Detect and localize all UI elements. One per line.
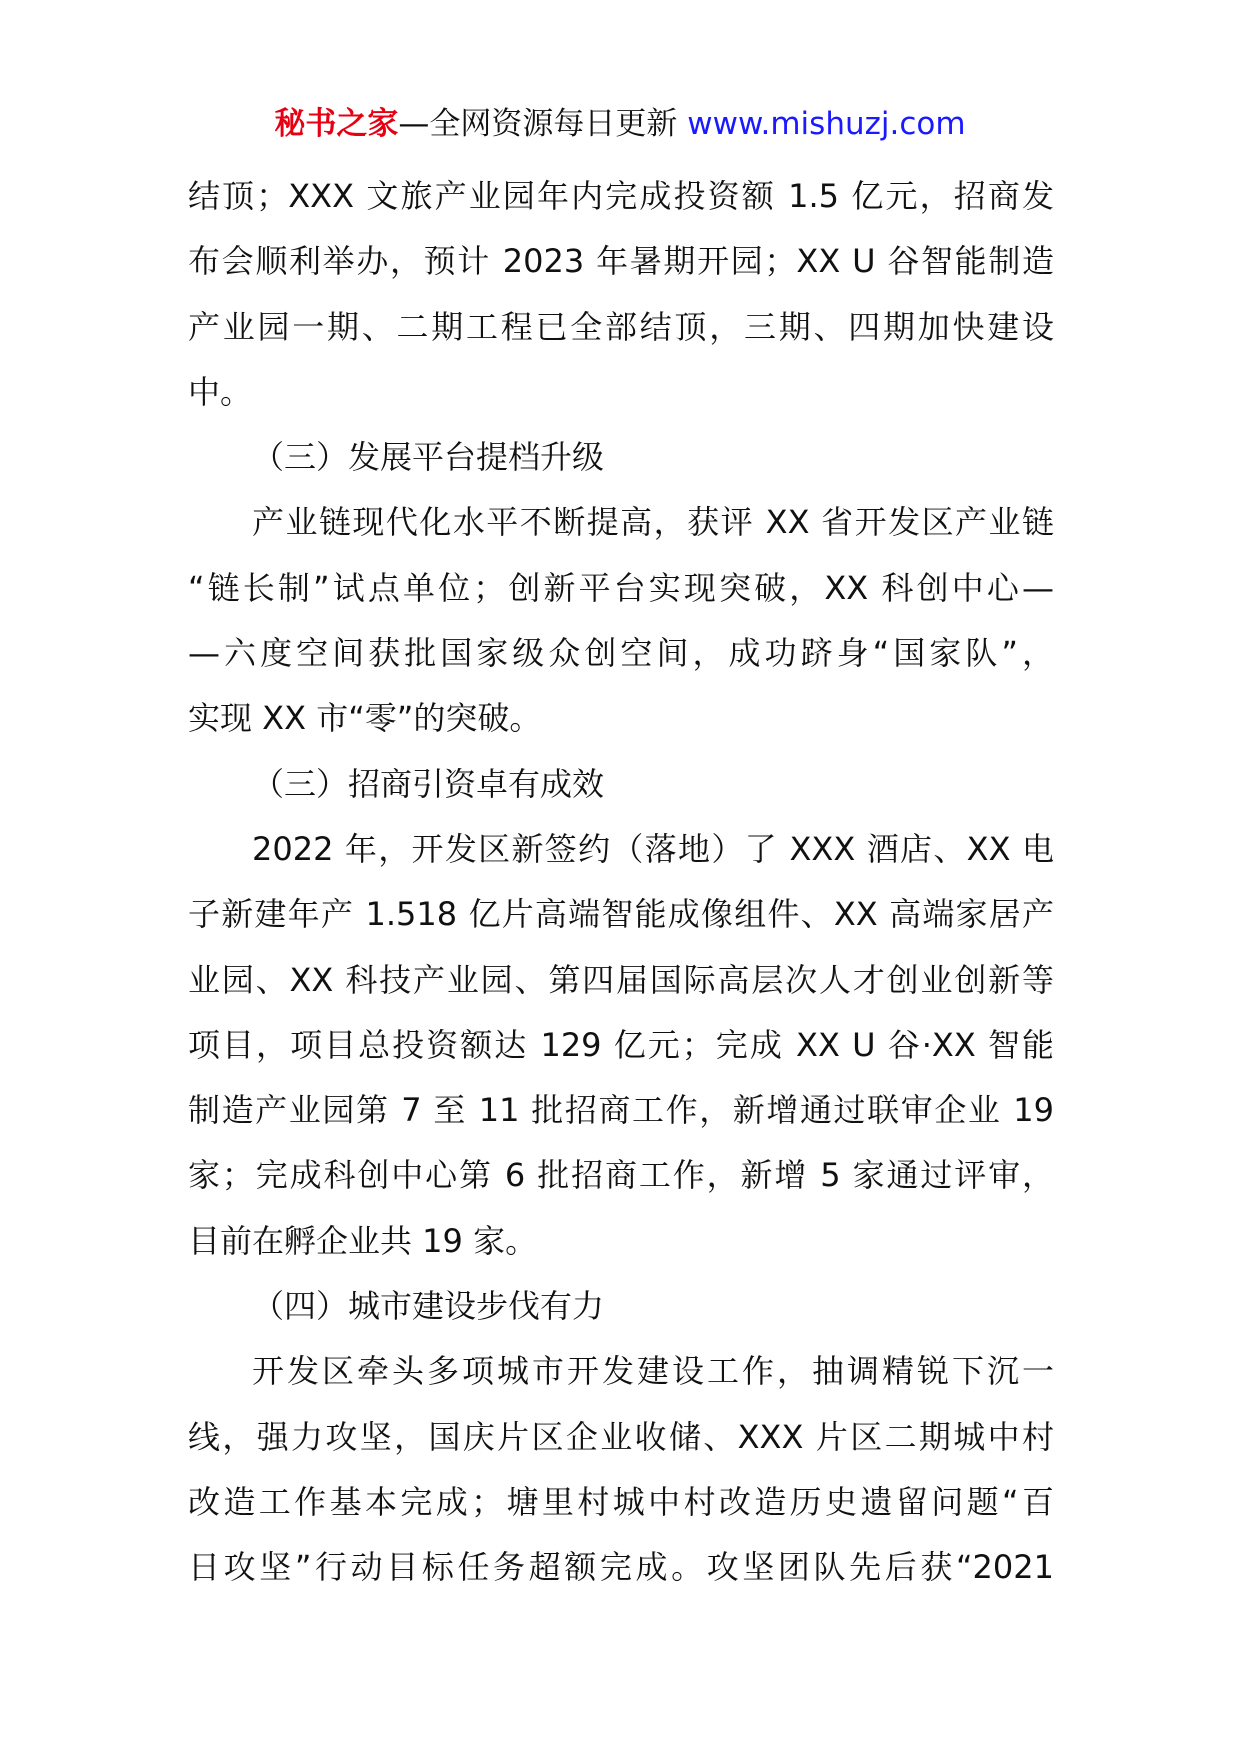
section-heading: （三）发展平台提档升级 — [252, 438, 605, 477]
text-line: 产业链现代化水平不断提高，获评 XX 省开发区产业链 — [252, 503, 1054, 542]
text-line: 产业园一期、二期工程已全部结顶，三期、四期加快建设 — [188, 307, 1054, 346]
text-line: 改造工作基本完成；塘里村城中村改造历史遗留问题“百 — [188, 1482, 1054, 1521]
text-line: 家；完成科创中心第 6 批招商工作，新增 5 家通过评审， — [188, 1156, 1054, 1195]
header-brand: 秘书之家 — [274, 106, 399, 142]
text-line: 业园、XX 科技产业园、第四届国际高层次人才创业创新等 — [188, 960, 1054, 999]
document-body — [188, 164, 1054, 1601]
text-line: 日攻坚”行动目标任务超额完成。攻坚团队先后获“2021 — [188, 1548, 1054, 1587]
text-line: 结顶；XXX 文旅产业园年内完成投资额 1.5 亿元，招商发 — [188, 177, 1054, 215]
page-header — [0, 102, 1240, 146]
text-line: “链长制”试点单位；创新平台实现突破，XX 科创中心— — [188, 568, 1054, 607]
section-heading: （三）招商引资卓有成效 — [252, 764, 605, 803]
header-slogan: —全网资源每日更新 — [398, 106, 688, 142]
text-line: 目前在孵企业共 19 家。 — [188, 1221, 538, 1260]
text-line: 项目，项目总投资额达 129 亿元；完成 XX U 谷·XX 智能 — [188, 1025, 1054, 1064]
text-line: 制造产业园第 7 至 11 批招商工作，新增通过联审企业 19 — [188, 1091, 1054, 1130]
text-line: 2022 年，开发区新签约（落地）了 XXX 酒店、XX 电 — [252, 829, 1054, 868]
text-line: —六度空间获批国家级众创空间，成功跻身“国家队”， — [188, 634, 1054, 673]
section-heading: （四）城市建设步伐有力 — [252, 1287, 605, 1326]
text-line: 中。 — [188, 372, 253, 411]
text-line: 布会顺利举办，预计 2023 年暑期开园；XX U 谷智能制造 — [188, 242, 1054, 281]
text-line: 实现 XX 市“零”的突破。 — [188, 699, 542, 738]
text-line: 开发区牵头多项城市开发建设工作，抽调精锐下沉一 — [252, 1352, 1054, 1391]
header-url-link[interactable]: www.mishuzj.com — [687, 106, 966, 142]
text-line: 子新建年产 1.518 亿片高端智能成像组件、XX 高端家居产 — [188, 895, 1054, 934]
text-line: 线，强力攻坚，国庆片区企业收储、XXX 片区二期城中村 — [188, 1417, 1054, 1456]
